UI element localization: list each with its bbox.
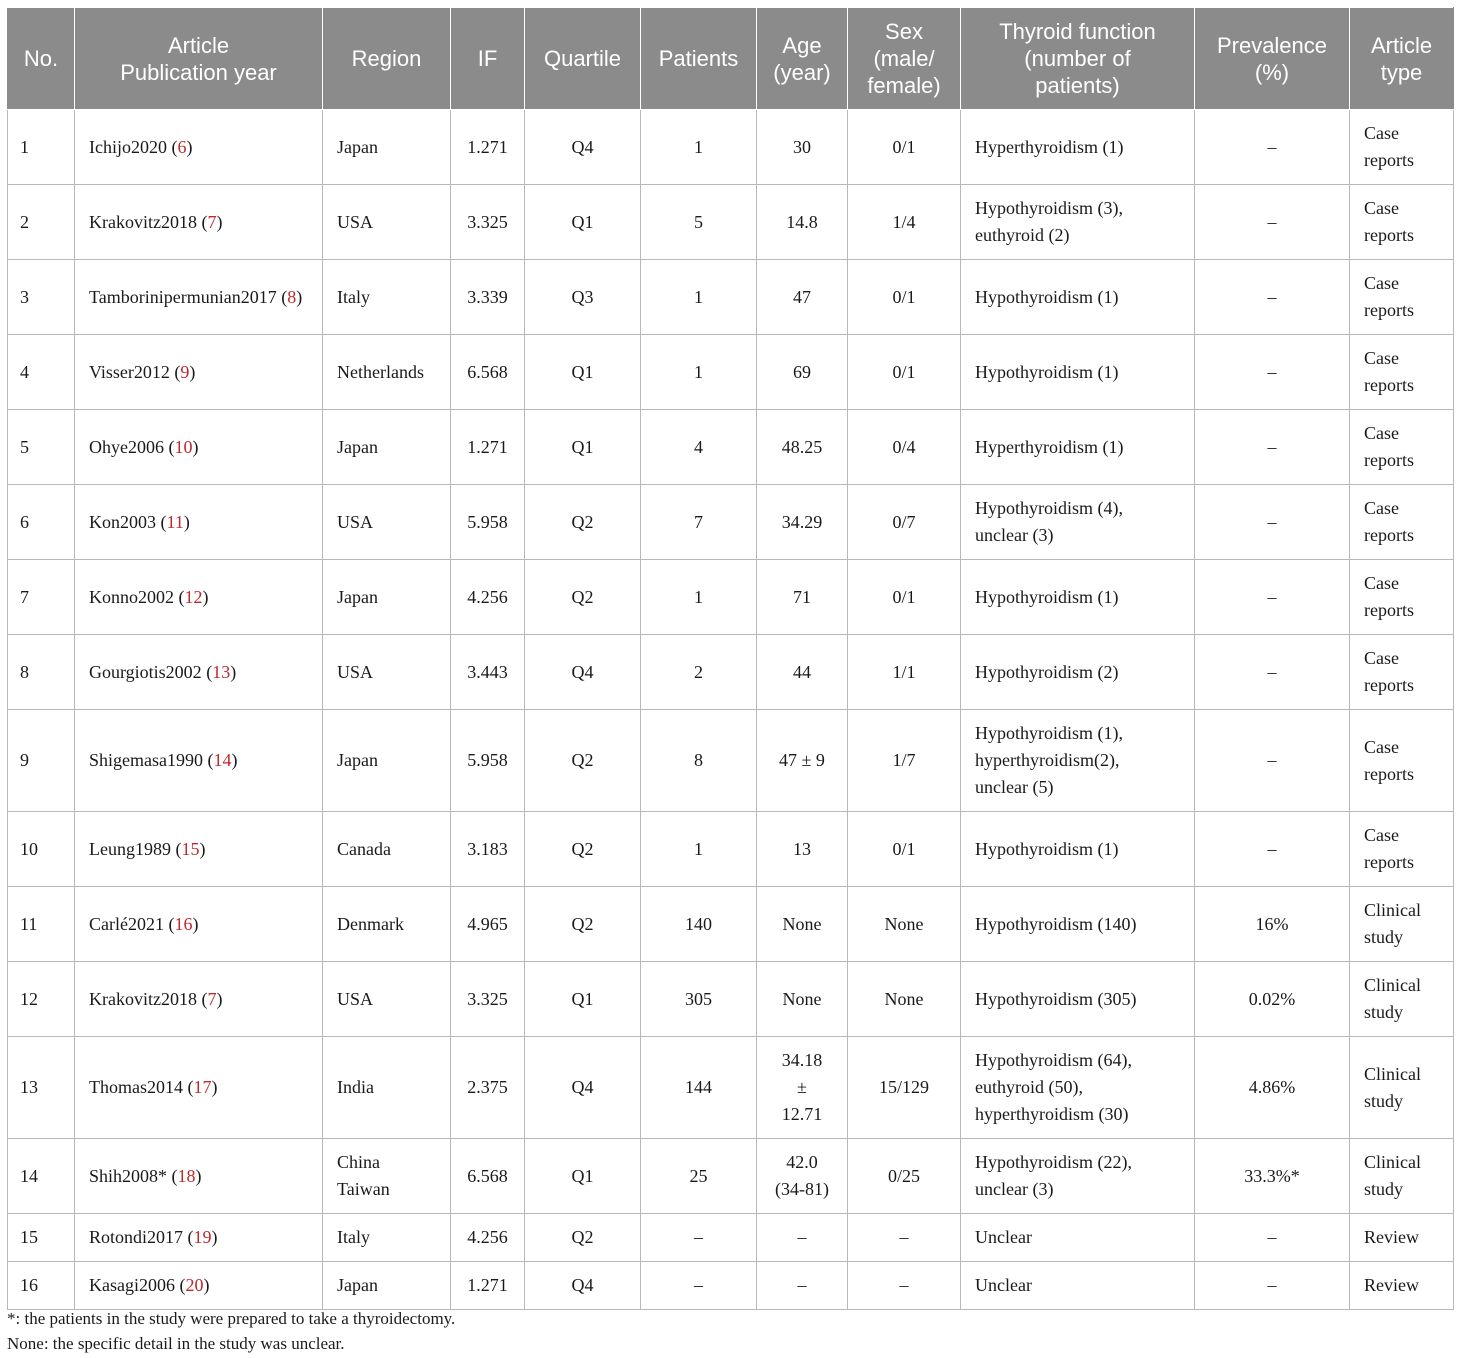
cell-prevalence: – <box>1195 485 1350 560</box>
header-if: IF <box>451 8 525 110</box>
reference-link[interactable]: 15 <box>181 838 200 859</box>
cell-patients: 5 <box>641 185 757 260</box>
table-row <box>8 260 1454 335</box>
cell-age: 30 <box>757 110 848 185</box>
cell-no: 10 <box>8 812 75 887</box>
cell-prevalence: – <box>1195 812 1350 887</box>
cell-article-type: Case reports <box>1350 710 1454 812</box>
article-name: Tamborinipermunian2017 <box>89 286 277 307</box>
cell-article: Shigemasa1990 (14) <box>75 710 323 812</box>
reference-link[interactable]: 14 <box>213 750 232 770</box>
cell-thyroid-function: Unclear <box>961 1262 1195 1310</box>
cell-patients: 1 <box>641 812 757 887</box>
cell-quartile: Q2 <box>525 812 641 887</box>
article-name: Leung1989 <box>89 838 171 859</box>
table-row <box>8 410 1454 485</box>
cell-quartile: Q2 <box>525 485 641 560</box>
cell-prevalence: – <box>1195 560 1350 635</box>
reference-link[interactable]: 9 <box>180 361 190 382</box>
cell-thyroid-function: Hypothyroidism (1) <box>961 335 1195 410</box>
cell-age: None <box>757 962 848 1037</box>
cell-if: 1.271 <box>451 110 525 185</box>
cell-prevalence: 0.02% <box>1195 962 1350 1037</box>
cell-article: Leung1989 (15) <box>75 812 323 887</box>
header-quartile: Quartile <box>525 8 641 110</box>
cell-article-type: Clinical study <box>1350 1139 1454 1214</box>
cell-patients: 25 <box>641 1139 757 1214</box>
cell-article-type: Case reports <box>1350 560 1454 635</box>
cell-prevalence: – <box>1195 1214 1350 1262</box>
article-name: Shigemasa1990 <box>89 750 203 770</box>
cell-sex: – <box>848 1262 961 1310</box>
cell-patients: 1 <box>641 560 757 635</box>
cell-age: 34.29 <box>757 485 848 560</box>
cell-sex: 0/7 <box>848 485 961 560</box>
cell-if: 3.325 <box>451 185 525 260</box>
cell-region: Canada <box>323 812 451 887</box>
footnote-none: None: the specific detail in the study was unclear. <box>7 1334 345 1353</box>
header-region: Region <box>323 8 451 110</box>
header-article-type: Article type <box>1350 8 1454 110</box>
cell-sex: – <box>848 1214 961 1262</box>
table-row <box>8 110 1454 185</box>
reference-link[interactable]: 19 <box>193 1227 212 1247</box>
cell-thyroid-function: Hypothyroidism (1), hyperthyroidism(2), unclear (5) <box>961 710 1195 812</box>
cell-patients: 1 <box>641 260 757 335</box>
cell-thyroid-function: Hypothyroidism (64), euthyroid (50), hyperthyroidism (30) <box>961 1037 1195 1139</box>
cell-if: 1.271 <box>451 410 525 485</box>
header-no: No. <box>8 8 75 110</box>
article-name: Carlé2021 <box>89 913 164 934</box>
article-name: Gourgiotis2002 <box>89 661 202 682</box>
cell-if: 1.271 <box>451 1262 525 1310</box>
cell-sex: 1/1 <box>848 635 961 710</box>
cell-article: Konno2002 (12) <box>75 560 323 635</box>
cell-prevalence: 4.86% <box>1195 1037 1350 1139</box>
cell-article-type: Case reports <box>1350 335 1454 410</box>
article-name: Konno2002 <box>89 586 174 607</box>
table-row <box>8 560 1454 635</box>
article-name: Rotondi2017 <box>89 1227 184 1247</box>
cell-no: 15 <box>8 1214 75 1262</box>
table-body <box>8 110 1454 1310</box>
cell-patients: – <box>641 1262 757 1310</box>
cell-prevalence: – <box>1195 635 1350 710</box>
cell-no: 4 <box>8 335 75 410</box>
cell-thyroid-function: Hyperthyroidism (1) <box>961 410 1195 485</box>
cell-quartile: Q2 <box>525 710 641 812</box>
table-row <box>8 1262 1454 1310</box>
cell-quartile: Q1 <box>525 335 641 410</box>
cell-if: 5.958 <box>451 485 525 560</box>
cell-sex: 0/1 <box>848 335 961 410</box>
cell-age: 44 <box>757 635 848 710</box>
reference-link[interactable]: 11 <box>166 511 184 532</box>
cell-if: 3.443 <box>451 635 525 710</box>
reference-link[interactable]: 17 <box>193 1077 212 1097</box>
cell-article-type: Case reports <box>1350 260 1454 335</box>
cell-quartile: Q2 <box>525 560 641 635</box>
cell-patients: 4 <box>641 410 757 485</box>
cell-patients: 1 <box>641 110 757 185</box>
cell-region: USA <box>323 635 451 710</box>
cell-sex: 15/129 <box>848 1037 961 1139</box>
article-name: Ohye2006 <box>89 436 164 457</box>
cell-prevalence: – <box>1195 1262 1350 1310</box>
cell-quartile: Q1 <box>525 962 641 1037</box>
cell-thyroid-function: Hypothyroidism (140) <box>961 887 1195 962</box>
cell-article-type: Case reports <box>1350 485 1454 560</box>
cell-article-type: Case reports <box>1350 812 1454 887</box>
cell-sex: 1/7 <box>848 710 961 812</box>
cell-region: USA <box>323 485 451 560</box>
cell-prevalence: 16% <box>1195 887 1350 962</box>
reference-link[interactable]: 13 <box>212 661 231 682</box>
cell-region: USA <box>323 962 451 1037</box>
cell-prevalence: – <box>1195 410 1350 485</box>
reference-link[interactable]: 16 <box>174 913 193 934</box>
cell-if: 4.965 <box>451 887 525 962</box>
cell-sex: 0/1 <box>848 110 961 185</box>
cell-prevalence: – <box>1195 260 1350 335</box>
cell-quartile: Q2 <box>525 887 641 962</box>
cell-article: Thomas2014 (17) <box>75 1037 323 1139</box>
cell-patients: 144 <box>641 1037 757 1139</box>
article-name: Kon2003 <box>89 511 156 532</box>
cell-age: 71 <box>757 560 848 635</box>
reference-link[interactable]: 6 <box>177 136 187 157</box>
cell-age: 34.18 ± 12.71 <box>757 1037 848 1139</box>
cell-region: Japan <box>323 1262 451 1310</box>
cell-quartile: Q1 <box>525 1139 641 1214</box>
article-name: Visser2012 <box>89 361 170 382</box>
header-sex: Sex (male/ female) <box>848 8 961 110</box>
cell-patients: 305 <box>641 962 757 1037</box>
cell-quartile: Q4 <box>525 110 641 185</box>
reference-link[interactable]: 10 <box>174 436 193 457</box>
cell-article-type: Clinical study <box>1350 962 1454 1037</box>
cell-if: 2.375 <box>451 1037 525 1139</box>
cell-thyroid-function: Hypothyroidism (1) <box>961 260 1195 335</box>
cell-no: 2 <box>8 185 75 260</box>
cell-if: 3.325 <box>451 962 525 1037</box>
cell-age: – <box>757 1262 848 1310</box>
reference-link[interactable]: 20 <box>185 1275 204 1295</box>
article-name: Krakovitz2018 <box>89 988 197 1009</box>
cell-age: 48.25 <box>757 410 848 485</box>
header-patients: Patients <box>641 8 757 110</box>
cell-age: 42.0 (34-81) <box>757 1139 848 1214</box>
cell-if: 4.256 <box>451 560 525 635</box>
cell-article: Visser2012 (9) <box>75 335 323 410</box>
table-row <box>8 887 1454 962</box>
cell-prevalence: – <box>1195 185 1350 260</box>
cell-age: 14.8 <box>757 185 848 260</box>
cell-no: 5 <box>8 410 75 485</box>
cell-no: 6 <box>8 485 75 560</box>
header-row <box>8 8 1454 110</box>
cell-article-type: Case reports <box>1350 185 1454 260</box>
cell-article: Kon2003 (11) <box>75 485 323 560</box>
cell-quartile: Q4 <box>525 1037 641 1139</box>
reference-link[interactable]: 12 <box>184 586 203 607</box>
cell-article: Kasagi2006 (20) <box>75 1262 323 1310</box>
cell-region: Japan <box>323 410 451 485</box>
cell-if: 3.183 <box>451 812 525 887</box>
cell-article: Gourgiotis2002 (13) <box>75 635 323 710</box>
cell-region: Japan <box>323 710 451 812</box>
cell-age: 47 ± 9 <box>757 710 848 812</box>
cell-quartile: Q4 <box>525 635 641 710</box>
cell-patients: – <box>641 1214 757 1262</box>
cell-age: 47 <box>757 260 848 335</box>
cell-thyroid-function: Hypothyroidism (1) <box>961 560 1195 635</box>
cell-region: USA <box>323 185 451 260</box>
cell-region: China Taiwan <box>323 1139 451 1214</box>
cell-no: 3 <box>8 260 75 335</box>
cell-patients: 140 <box>641 887 757 962</box>
table-row <box>8 812 1454 887</box>
cell-age: 13 <box>757 812 848 887</box>
cell-quartile: Q1 <box>525 185 641 260</box>
table-row <box>8 335 1454 410</box>
article-name: Kasagi2006 <box>89 1275 175 1295</box>
cell-prevalence: – <box>1195 335 1350 410</box>
cell-if: 4.256 <box>451 1214 525 1262</box>
cell-article-type: Case reports <box>1350 110 1454 185</box>
cell-no: 1 <box>8 110 75 185</box>
header-prevalence: Prevalence (%) <box>1195 8 1350 110</box>
cell-prevalence: – <box>1195 110 1350 185</box>
cell-thyroid-function: Hyperthyroidism (1) <box>961 110 1195 185</box>
cell-sex: 0/1 <box>848 260 961 335</box>
cell-no: 9 <box>8 710 75 812</box>
reference-link[interactable]: 7 <box>207 988 217 1009</box>
article-name: Krakovitz2018 <box>89 211 197 232</box>
cell-article-type: Clinical study <box>1350 887 1454 962</box>
article-name: Shih2008* <box>89 1165 168 1186</box>
reference-link[interactable]: 18 <box>177 1165 196 1186</box>
table-container <box>7 7 1453 1310</box>
cell-no: 7 <box>8 560 75 635</box>
cell-patients: 7 <box>641 485 757 560</box>
cell-no: 16 <box>8 1262 75 1310</box>
table-row <box>8 485 1454 560</box>
cell-no: 11 <box>8 887 75 962</box>
cell-no: 14 <box>8 1139 75 1214</box>
cell-age: 69 <box>757 335 848 410</box>
cell-article-type: Case reports <box>1350 635 1454 710</box>
cell-article: Carlé2021 (16) <box>75 887 323 962</box>
cell-thyroid-function: Hypothyroidism (1) <box>961 812 1195 887</box>
cell-region: Japan <box>323 560 451 635</box>
cell-thyroid-function: Hypothyroidism (2) <box>961 635 1195 710</box>
reference-link[interactable]: 7 <box>207 211 217 232</box>
table-row <box>8 710 1454 812</box>
cell-article: Ohye2006 (10) <box>75 410 323 485</box>
cell-thyroid-function: Hypothyroidism (4), unclear (3) <box>961 485 1195 560</box>
article-name: Ichijo2020 <box>89 136 167 157</box>
cell-sex: None <box>848 962 961 1037</box>
cell-sex: 0/1 <box>848 560 961 635</box>
cell-no: 8 <box>8 635 75 710</box>
article-name: Thomas2014 <box>89 1077 183 1097</box>
cell-article: Krakovitz2018 (7) <box>75 962 323 1037</box>
cell-sex: None <box>848 887 961 962</box>
cell-no: 13 <box>8 1037 75 1139</box>
header-thyroid-function: Thyroid function (number of patients) <box>961 8 1195 110</box>
cell-quartile: Q2 <box>525 1214 641 1262</box>
studies-table <box>7 7 1454 1310</box>
cell-article-type: Clinical study <box>1350 1037 1454 1139</box>
cell-thyroid-function: Unclear <box>961 1214 1195 1262</box>
cell-if: 6.568 <box>451 1139 525 1214</box>
cell-article: Shih2008* (18) <box>75 1139 323 1214</box>
cell-region: Denmark <box>323 887 451 962</box>
reference-link[interactable]: 8 <box>287 286 297 307</box>
cell-thyroid-function: Hypothyroidism (305) <box>961 962 1195 1037</box>
cell-thyroid-function: Hypothyroidism (3), euthyroid (2) <box>961 185 1195 260</box>
cell-region: India <box>323 1037 451 1139</box>
cell-sex: 0/25 <box>848 1139 961 1214</box>
cell-age: None <box>757 887 848 962</box>
table-row <box>8 1139 1454 1214</box>
cell-article: Rotondi2017 (19) <box>75 1214 323 1262</box>
cell-sex: 0/1 <box>848 812 961 887</box>
cell-article-type: Case reports <box>1350 410 1454 485</box>
cell-quartile: Q4 <box>525 1262 641 1310</box>
cell-quartile: Q1 <box>525 410 641 485</box>
cell-prevalence: – <box>1195 710 1350 812</box>
cell-sex: 0/4 <box>848 410 961 485</box>
table-row <box>8 1214 1454 1262</box>
header-article: Article Publication year <box>75 8 323 110</box>
table-row <box>8 1037 1454 1139</box>
cell-article: Krakovitz2018 (7) <box>75 185 323 260</box>
cell-age: – <box>757 1214 848 1262</box>
cell-if: 3.339 <box>451 260 525 335</box>
cell-article-type: Review <box>1350 1214 1454 1262</box>
cell-prevalence: 33.3%* <box>1195 1139 1350 1214</box>
cell-sex: 1/4 <box>848 185 961 260</box>
cell-region: Japan <box>323 110 451 185</box>
cell-region: Italy <box>323 1214 451 1262</box>
table-row <box>8 635 1454 710</box>
cell-quartile: Q3 <box>525 260 641 335</box>
footnote-asterisk: *: the patients in the study were prepared to take a thyroidectomy. <box>7 1309 456 1328</box>
cell-article: Tamborinipermunian2017 (8) <box>75 260 323 335</box>
cell-region: Italy <box>323 260 451 335</box>
footnotes <box>7 1306 455 1356</box>
cell-article: Ichijo2020 (6) <box>75 110 323 185</box>
cell-patients: 8 <box>641 710 757 812</box>
cell-if: 5.958 <box>451 710 525 812</box>
cell-thyroid-function: Hypothyroidism (22), unclear (3) <box>961 1139 1195 1214</box>
table-row <box>8 185 1454 260</box>
header-age: Age (year) <box>757 8 848 110</box>
table-row <box>8 962 1454 1037</box>
cell-article-type: Review <box>1350 1262 1454 1310</box>
cell-patients: 1 <box>641 335 757 410</box>
cell-patients: 2 <box>641 635 757 710</box>
cell-no: 12 <box>8 962 75 1037</box>
cell-if: 6.568 <box>451 335 525 410</box>
cell-region: Netherlands <box>323 335 451 410</box>
